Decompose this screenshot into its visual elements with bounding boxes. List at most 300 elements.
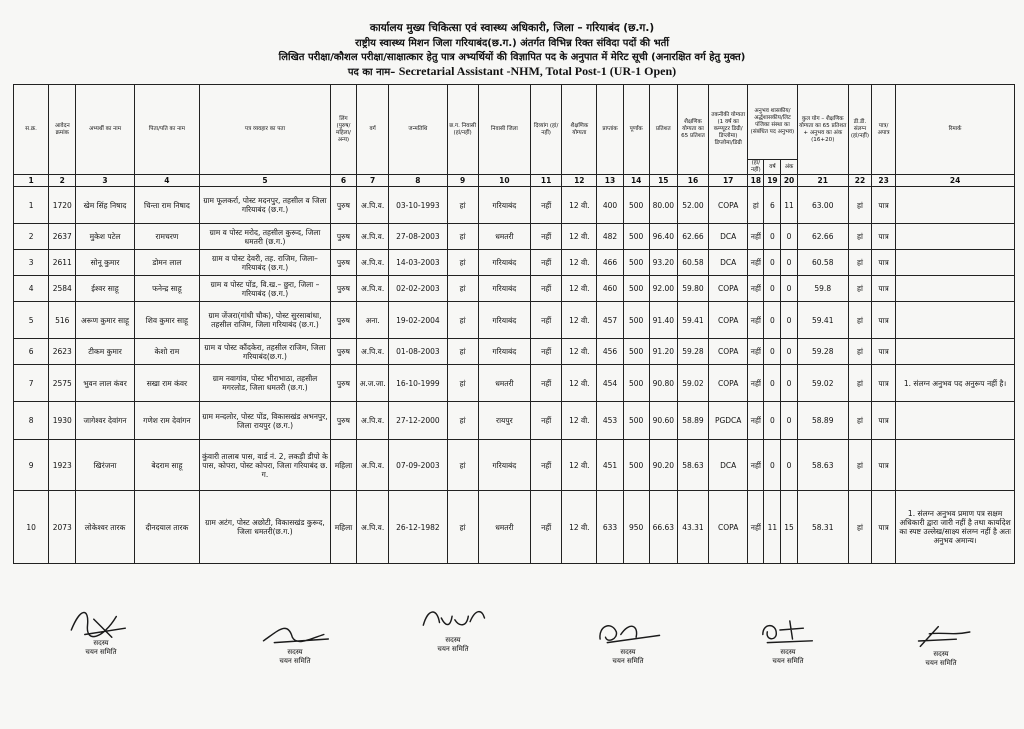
cell-remark bbox=[896, 224, 1015, 250]
cell-gender: पुरुष bbox=[330, 276, 356, 302]
cell-dob: 27-08-2003 bbox=[389, 224, 447, 250]
cell-tech: COPA bbox=[709, 339, 748, 365]
cell-category: अ.ज.जा. bbox=[357, 365, 389, 402]
signature-block bbox=[252, 612, 338, 666]
office-title: कार्यालय मुख्य चिकित्सा एवं स्वास्थ्य अधिकारी, जिला – गरियाबंद (छ.ग.) bbox=[369, 22, 655, 34]
table-row bbox=[14, 187, 1015, 224]
cell-tech: DCA bbox=[709, 250, 748, 276]
cell-eligible: पात्र bbox=[872, 250, 896, 276]
col-tech: तकनीकी योग्यता (1 वर्ष का कम्प्यूटर डिग्री/डिप्लोमा) डिप्लोमा/डिग्री bbox=[709, 85, 748, 175]
col-name: अभ्यर्थी का नाम bbox=[76, 85, 134, 175]
cell-sno: 7 bbox=[14, 365, 49, 402]
handwritten-signature bbox=[898, 614, 984, 650]
cell-edu: 12 वी. bbox=[562, 276, 597, 302]
signature-block bbox=[745, 612, 831, 666]
column-number: 17 bbox=[709, 175, 748, 187]
cell-exp-year: 0 bbox=[764, 339, 781, 365]
cell-father: केशो राम bbox=[134, 339, 199, 365]
col-experience: अनुभव शासकीय/अर्द्धशासकीय/लिट पंजिका संस्था का (संबंधित पद अनुभव) bbox=[748, 85, 797, 160]
cell-edu65: 52.00 bbox=[677, 187, 708, 224]
cell-district: गरियाबंद bbox=[478, 339, 530, 365]
signature-title: सदस्य bbox=[780, 648, 796, 656]
cell-exp-yn: नहीं bbox=[748, 365, 764, 402]
cell-remark: 1. संलग्न अनुभव प्रमाण पत्र सक्षम अधिकारी द्वारा जारी नहीं है तथा कार्यादेश का स्पष्ट उल्लेख/साक्ष्य संलग्न नहीं है अतः अनुभव अमान्य। bbox=[896, 491, 1015, 564]
cell-edu: 12 वी. bbox=[562, 440, 597, 491]
cell-name: मुकेश पटेल bbox=[76, 224, 134, 250]
cell-cg-native: हां bbox=[447, 339, 478, 365]
cell-appno: 2584 bbox=[49, 276, 76, 302]
cell-percent: 90.20 bbox=[649, 440, 677, 491]
cell-address: ग्राम फूलकर्रा, पोस्ट मदनपुर, तहसील व जिला गरियाबंद (छ.ग.) bbox=[200, 187, 331, 224]
cell-exp-marks: 0 bbox=[781, 276, 797, 302]
column-number: 18 bbox=[748, 175, 764, 187]
cell-exp-yn: नहीं bbox=[748, 440, 764, 491]
cell-remark bbox=[896, 250, 1015, 276]
cell-gender: पुरुष bbox=[330, 365, 356, 402]
cell-gender: पुरुष bbox=[330, 250, 356, 276]
merit-table bbox=[13, 84, 1015, 564]
cell-address: ग्राम व पोस्ट पोंड, वि.ख.– छुरा, जिला – गरियाबंद (छ.ग.) bbox=[200, 276, 331, 302]
cell-dd: हां bbox=[848, 402, 871, 440]
cell-district: रायपुर bbox=[478, 402, 530, 440]
signature-subtitle: चयन समिति bbox=[612, 657, 644, 665]
cell-gender: महिला bbox=[330, 440, 356, 491]
cell-exp-marks: 0 bbox=[781, 440, 797, 491]
cell-sum: 58.31 bbox=[797, 491, 848, 564]
cell-name: सोनू कुमार bbox=[76, 250, 134, 276]
cell-exp-year: 0 bbox=[764, 365, 781, 402]
signature-block bbox=[898, 614, 984, 668]
col-sno: स.क्र. bbox=[14, 85, 49, 175]
handwritten-signature bbox=[745, 612, 831, 648]
cell-disabled: नहीं bbox=[531, 491, 562, 564]
cell-disabled: नहीं bbox=[531, 276, 562, 302]
cell-total: 500 bbox=[623, 187, 649, 224]
cell-percent: 91.40 bbox=[649, 302, 677, 339]
col-exp-year: वर्ष bbox=[764, 160, 781, 175]
cell-sno: 1 bbox=[14, 187, 49, 224]
col-dd: डी.डी. संलग्न (हां/नहीं) bbox=[848, 85, 871, 175]
cell-name: भुवन लाल कंवर bbox=[76, 365, 134, 402]
cell-cg-native: हां bbox=[447, 276, 478, 302]
cell-sno: 10 bbox=[14, 491, 49, 564]
cell-gender: पुरुष bbox=[330, 302, 356, 339]
cell-dd: हां bbox=[848, 365, 871, 402]
cell-father: गणेश राम देवांगन bbox=[134, 402, 199, 440]
cell-total: 500 bbox=[623, 339, 649, 365]
col-obtained: प्राप्तांक bbox=[597, 85, 623, 175]
cell-appno: 1923 bbox=[49, 440, 76, 491]
cell-category: अना. bbox=[357, 302, 389, 339]
cell-exp-marks: 0 bbox=[781, 402, 797, 440]
table-body bbox=[14, 175, 1015, 564]
cell-total: 500 bbox=[623, 365, 649, 402]
cell-percent: 92.00 bbox=[649, 276, 677, 302]
cell-tech: COPA bbox=[709, 491, 748, 564]
cell-edu: 12 वी. bbox=[562, 402, 597, 440]
cell-dob: 03-10-1993 bbox=[389, 187, 447, 224]
cell-cg-native: हां bbox=[447, 187, 478, 224]
cell-dob: 01-08-2003 bbox=[389, 339, 447, 365]
cell-edu65: 59.80 bbox=[677, 276, 708, 302]
post-name-line bbox=[0, 64, 1024, 79]
cell-exp-year: 0 bbox=[764, 250, 781, 276]
cell-exp-marks: 0 bbox=[781, 250, 797, 276]
table-row bbox=[14, 224, 1015, 250]
cell-dd: हां bbox=[848, 276, 871, 302]
cell-exp-year: 0 bbox=[764, 224, 781, 250]
cell-exp-marks: 0 bbox=[781, 365, 797, 402]
cell-obtained: 456 bbox=[597, 339, 623, 365]
cell-dd: हां bbox=[848, 302, 871, 339]
handwritten-signature bbox=[585, 612, 671, 648]
col-edu65: शैक्षणिक योग्यता का 65 प्रतिशत bbox=[677, 85, 708, 175]
cell-district: धमतरी bbox=[478, 491, 530, 564]
cell-remark bbox=[896, 339, 1015, 365]
cell-name: अरूण कुमार साहू bbox=[76, 302, 134, 339]
cell-sum: 58.89 bbox=[797, 402, 848, 440]
cell-obtained: 466 bbox=[597, 250, 623, 276]
post-name-value: Secretarial Assistant -NHM, Total Post-1 (UR-1 Open) bbox=[398, 64, 677, 78]
cell-disabled: नहीं bbox=[531, 440, 562, 491]
cell-disabled: नहीं bbox=[531, 224, 562, 250]
cell-percent: 91.20 bbox=[649, 339, 677, 365]
cell-appno: 1930 bbox=[49, 402, 76, 440]
cell-category: अ.पि.व. bbox=[357, 276, 389, 302]
signature-title: सदस्य bbox=[933, 650, 949, 658]
cell-address: ग्राम व पोस्ट देवरी, तह. राजिम, जिला–गरियाबंद (छ.ग.) bbox=[200, 250, 331, 276]
col-exp-yn: (हां/नहीं) bbox=[748, 160, 764, 175]
signature-block bbox=[58, 603, 144, 657]
column-number: 9 bbox=[447, 175, 478, 187]
cell-exp-year: 0 bbox=[764, 276, 781, 302]
cell-appno: 2623 bbox=[49, 339, 76, 365]
cell-percent: 90.80 bbox=[649, 365, 677, 402]
column-number: 19 bbox=[764, 175, 781, 187]
cell-category: अ.पि.व. bbox=[357, 250, 389, 276]
cell-category: अ.पि.व. bbox=[357, 339, 389, 365]
cell-disabled: नहीं bbox=[531, 187, 562, 224]
cell-dd: हां bbox=[848, 440, 871, 491]
cell-exp-yn: नहीं bbox=[748, 402, 764, 440]
signature-block bbox=[410, 600, 496, 654]
cell-sno: 2 bbox=[14, 224, 49, 250]
cell-percent: 93.20 bbox=[649, 250, 677, 276]
cell-category: अ.पि.व. bbox=[357, 224, 389, 250]
column-number: 15 bbox=[649, 175, 677, 187]
cell-sno: 4 bbox=[14, 276, 49, 302]
cell-dd: हां bbox=[848, 187, 871, 224]
cell-sum: 58.63 bbox=[797, 440, 848, 491]
column-number: 16 bbox=[677, 175, 708, 187]
cell-exp-yn: नहीं bbox=[748, 276, 764, 302]
cell-dd: हां bbox=[848, 339, 871, 365]
cell-sno: 6 bbox=[14, 339, 49, 365]
signature-subtitle: चयन समिति bbox=[85, 648, 117, 656]
col-total: पूर्णांक bbox=[623, 85, 649, 175]
cell-father: दीनदयाल तारक bbox=[134, 491, 199, 564]
handwritten-signature bbox=[410, 600, 496, 636]
cell-total: 500 bbox=[623, 402, 649, 440]
cell-eligible: पात्र bbox=[872, 224, 896, 250]
cell-tech: DCA bbox=[709, 224, 748, 250]
cell-obtained: 451 bbox=[597, 440, 623, 491]
cell-district: गरियाबंद bbox=[478, 440, 530, 491]
cell-address: कुंवारी तालाब पास, वार्ड नं. 2, लकड़ी डीपो के पास, कोपरा, पोस्ट कोपरा, जिला गरियाबंद छ. ग. bbox=[200, 440, 331, 491]
signature-subtitle: चयन समिति bbox=[925, 659, 957, 667]
cell-father: चिन्ता राम निषाद bbox=[134, 187, 199, 224]
cell-exp-yn: नहीं bbox=[748, 250, 764, 276]
column-number: 23 bbox=[872, 175, 896, 187]
cell-father: डोमन लाल bbox=[134, 250, 199, 276]
cell-category: अ.पि.व. bbox=[357, 402, 389, 440]
column-number: 12 bbox=[562, 175, 597, 187]
cell-district: धमतरी bbox=[478, 365, 530, 402]
cell-appno: 2073 bbox=[49, 491, 76, 564]
cell-tech: COPA bbox=[709, 276, 748, 302]
column-number: 6 bbox=[330, 175, 356, 187]
cell-total: 500 bbox=[623, 276, 649, 302]
cell-cg-native: हां bbox=[447, 440, 478, 491]
cell-eligible: पात्र bbox=[872, 302, 896, 339]
cell-eligible: पात्र bbox=[872, 365, 896, 402]
cell-disabled: नहीं bbox=[531, 302, 562, 339]
cell-appno: 2575 bbox=[49, 365, 76, 402]
cell-disabled: नहीं bbox=[531, 365, 562, 402]
cell-exp-marks: 0 bbox=[781, 224, 797, 250]
cell-father: सखा राम कंवर bbox=[134, 365, 199, 402]
cell-name: खेम सिंह निषाद bbox=[76, 187, 134, 224]
column-number: 13 bbox=[597, 175, 623, 187]
cell-eligible: पात्र bbox=[872, 491, 896, 564]
cell-cg-native: हां bbox=[447, 302, 478, 339]
cell-sum: 59.8 bbox=[797, 276, 848, 302]
cell-edu65: 59.41 bbox=[677, 302, 708, 339]
cell-exp-year: 0 bbox=[764, 440, 781, 491]
col-exp-marks: अंक bbox=[781, 160, 797, 175]
cell-category: अ.पि.व. bbox=[357, 187, 389, 224]
cell-sum: 60.58 bbox=[797, 250, 848, 276]
cell-disabled: नहीं bbox=[531, 402, 562, 440]
cell-remark bbox=[896, 440, 1015, 491]
cell-name: टीकम कुमार bbox=[76, 339, 134, 365]
cell-exp-year: 11 bbox=[764, 491, 781, 564]
cell-exp-yn: नहीं bbox=[748, 302, 764, 339]
cell-edu: 12 वी. bbox=[562, 302, 597, 339]
cell-appno: 516 bbox=[49, 302, 76, 339]
table-row bbox=[14, 302, 1015, 339]
cell-address: ग्राम नवागांव, पोस्ट भीराभाठा, तहसील मगरलोड, जिला धमतरी (छ.ग.) bbox=[200, 365, 331, 402]
cell-obtained: 453 bbox=[597, 402, 623, 440]
col-address: पत्र व्यवहार का पता bbox=[200, 85, 331, 175]
cell-edu65: 60.58 bbox=[677, 250, 708, 276]
cell-obtained: 400 bbox=[597, 187, 623, 224]
column-number: 10 bbox=[478, 175, 530, 187]
col-category: वर्ग bbox=[357, 85, 389, 175]
signature-block bbox=[585, 612, 671, 666]
cell-dd: हां bbox=[848, 250, 871, 276]
cell-exp-marks: 0 bbox=[781, 339, 797, 365]
cell-total: 500 bbox=[623, 302, 649, 339]
cell-remark bbox=[896, 402, 1015, 440]
col-sum: कुल योग – शैक्षणिक योग्यता का 65 प्रतिशत + अनुभव का अंक (16+20) bbox=[797, 85, 848, 175]
cell-remark: 1. संलग्न अनुभव पद अनुरूप नहीं है। bbox=[896, 365, 1015, 402]
column-number: 3 bbox=[76, 175, 134, 187]
cell-total: 500 bbox=[623, 440, 649, 491]
cell-sno: 8 bbox=[14, 402, 49, 440]
signature-subtitle: चयन समिति bbox=[772, 657, 804, 665]
cell-edu65: 59.28 bbox=[677, 339, 708, 365]
cell-obtained: 457 bbox=[597, 302, 623, 339]
cell-district: धमतरी bbox=[478, 224, 530, 250]
column-number: 14 bbox=[623, 175, 649, 187]
table-row bbox=[14, 250, 1015, 276]
cell-appno: 1720 bbox=[49, 187, 76, 224]
cell-exp-year: 0 bbox=[764, 402, 781, 440]
cell-district: गरियाबंद bbox=[478, 250, 530, 276]
cell-percent: 66.63 bbox=[649, 491, 677, 564]
column-number: 24 bbox=[896, 175, 1015, 187]
cell-dob: 27-12-2000 bbox=[389, 402, 447, 440]
cell-edu: 12 वी. bbox=[562, 491, 597, 564]
cell-district: गरियाबंद bbox=[478, 276, 530, 302]
cell-sum: 59.02 bbox=[797, 365, 848, 402]
cell-cg-native: हां bbox=[447, 250, 478, 276]
cell-eligible: पात्र bbox=[872, 402, 896, 440]
col-appno: आवेदन क्रमांक bbox=[49, 85, 76, 175]
cell-address: ग्राम अटंग, पोस्ट अछोटी, विकासखंड कुरूद, जिला धमतरी(छ.ग.) bbox=[200, 491, 331, 564]
cell-edu: 12 वी. bbox=[562, 365, 597, 402]
signature-subtitle: चयन समिति bbox=[437, 645, 469, 653]
table-row bbox=[14, 339, 1015, 365]
table-row bbox=[14, 276, 1015, 302]
cell-obtained: 482 bbox=[597, 224, 623, 250]
cell-edu65: 58.63 bbox=[677, 440, 708, 491]
cell-obtained: 460 bbox=[597, 276, 623, 302]
cell-dd: हां bbox=[848, 491, 871, 564]
cell-sno: 5 bbox=[14, 302, 49, 339]
cell-address: ग्राम मन्दलोर, पोस्ट पोंड, विकासखंड अभनपुर, जिला रायपुर (छ.ग.) bbox=[200, 402, 331, 440]
cell-district: गरियाबंद bbox=[478, 187, 530, 224]
cell-cg-native: हां bbox=[447, 402, 478, 440]
cell-district: गरियाबंद bbox=[478, 302, 530, 339]
cell-percent: 80.00 bbox=[649, 187, 677, 224]
cell-cg-native: हां bbox=[447, 224, 478, 250]
signature-title: सदस्य bbox=[445, 636, 461, 644]
table-header bbox=[14, 85, 1015, 175]
signature-subtitle: चयन समिति bbox=[279, 657, 311, 665]
column-number: 8 bbox=[389, 175, 447, 187]
cell-exp-marks: 11 bbox=[781, 187, 797, 224]
column-number-row bbox=[14, 175, 1015, 187]
cell-eligible: पात्र bbox=[872, 276, 896, 302]
col-remark: रिमार्क bbox=[896, 85, 1015, 175]
cell-gender: पुरुष bbox=[330, 402, 356, 440]
table-row bbox=[14, 440, 1015, 491]
cell-dd: हां bbox=[848, 224, 871, 250]
cell-obtained: 454 bbox=[597, 365, 623, 402]
cell-address: ग्राम जेंजरा(गांधी चौक), पोस्ट सुरसाबांधा, तहसील राजिम, जिला गरियाबंद (छ.ग.) bbox=[200, 302, 331, 339]
cell-sum: 62.66 bbox=[797, 224, 848, 250]
cell-remark bbox=[896, 187, 1015, 224]
cell-edu65: 62.66 bbox=[677, 224, 708, 250]
cell-name: जागेश्वर देवांगन bbox=[76, 402, 134, 440]
col-father: पिता/पति का नाम bbox=[134, 85, 199, 175]
cell-exp-year: 0 bbox=[764, 302, 781, 339]
cell-total: 500 bbox=[623, 224, 649, 250]
cell-disabled: नहीं bbox=[531, 339, 562, 365]
signature-title: सदस्य bbox=[620, 648, 636, 656]
cell-obtained: 633 bbox=[597, 491, 623, 564]
cell-sum: 59.28 bbox=[797, 339, 848, 365]
handwritten-signature bbox=[252, 612, 338, 648]
cell-gender: पुरुष bbox=[330, 224, 356, 250]
cell-cg-native: हां bbox=[447, 491, 478, 564]
cell-total: 950 bbox=[623, 491, 649, 564]
cell-eligible: पात्र bbox=[872, 339, 896, 365]
cell-remark bbox=[896, 276, 1015, 302]
cell-appno: 2637 bbox=[49, 224, 76, 250]
column-number: 22 bbox=[848, 175, 871, 187]
cell-dob: 02-02-2003 bbox=[389, 276, 447, 302]
cell-address: ग्राम व पोस्ट कौंदकेरा, तहसील राजिम, जिला गरियाबंद(छ.ग.) bbox=[200, 339, 331, 365]
table-row bbox=[14, 402, 1015, 440]
col-edu: शैक्षणिक योग्यता bbox=[562, 85, 597, 175]
cell-percent: 90.60 bbox=[649, 402, 677, 440]
table-row bbox=[14, 491, 1015, 564]
col-eligible: पात्र/अपात्र bbox=[872, 85, 896, 175]
cell-gender: महिला bbox=[330, 491, 356, 564]
mission-title: राष्ट्रीय स्वास्थ्य मिशन जिला गरियाबंद(छ.ग.) अंतर्गत विभिन्न रिक्त संविदा पदों की भर्ती bbox=[355, 38, 669, 49]
column-number: 20 bbox=[781, 175, 797, 187]
cell-edu: 12 वी. bbox=[562, 224, 597, 250]
cell-tech: COPA bbox=[709, 302, 748, 339]
cell-exp-year: 6 bbox=[764, 187, 781, 224]
post-name-label: पद का नाम– bbox=[347, 67, 396, 78]
column-number: 4 bbox=[134, 175, 199, 187]
column-number: 2 bbox=[49, 175, 76, 187]
cell-cg-native: हां bbox=[447, 365, 478, 402]
cell-sno: 9 bbox=[14, 440, 49, 491]
column-number: 1 bbox=[14, 175, 49, 187]
cell-father: फनेन्द्र साहू bbox=[134, 276, 199, 302]
cell-edu: 12 वी. bbox=[562, 339, 597, 365]
cell-gender: पुरुष bbox=[330, 339, 356, 365]
cell-total: 500 bbox=[623, 250, 649, 276]
cell-percent: 96.40 bbox=[649, 224, 677, 250]
cell-name: ईश्वर साहू bbox=[76, 276, 134, 302]
cell-dob: 16-10-1999 bbox=[389, 365, 447, 402]
col-dob: जन्मतिथि bbox=[389, 85, 447, 175]
cell-exp-yn: नहीं bbox=[748, 339, 764, 365]
table-row bbox=[14, 365, 1015, 402]
col-gender: लिंग (पुरुष/महिला/अन्य) bbox=[330, 85, 356, 175]
cell-disabled: नहीं bbox=[531, 250, 562, 276]
cell-eligible: पात्र bbox=[872, 440, 896, 491]
cell-exp-marks: 15 bbox=[781, 491, 797, 564]
cell-sum: 63.00 bbox=[797, 187, 848, 224]
cell-dob: 26-12-1982 bbox=[389, 491, 447, 564]
cell-address: ग्राम व पोस्ट मरोद, तहसील कुरूद, जिला धमतरी (छ.ग.) bbox=[200, 224, 331, 250]
cell-dob: 07-09-2003 bbox=[389, 440, 447, 491]
signature-title: सदस्य bbox=[287, 648, 303, 656]
cell-edu: 12 वी. bbox=[562, 250, 597, 276]
cell-father: शिव कुमार साहू bbox=[134, 302, 199, 339]
cell-father: बेदराम साहू bbox=[134, 440, 199, 491]
cell-name: लोकेश्वर तारक bbox=[76, 491, 134, 564]
cell-edu65: 43.31 bbox=[677, 491, 708, 564]
signature-title: सदस्य bbox=[93, 639, 109, 647]
